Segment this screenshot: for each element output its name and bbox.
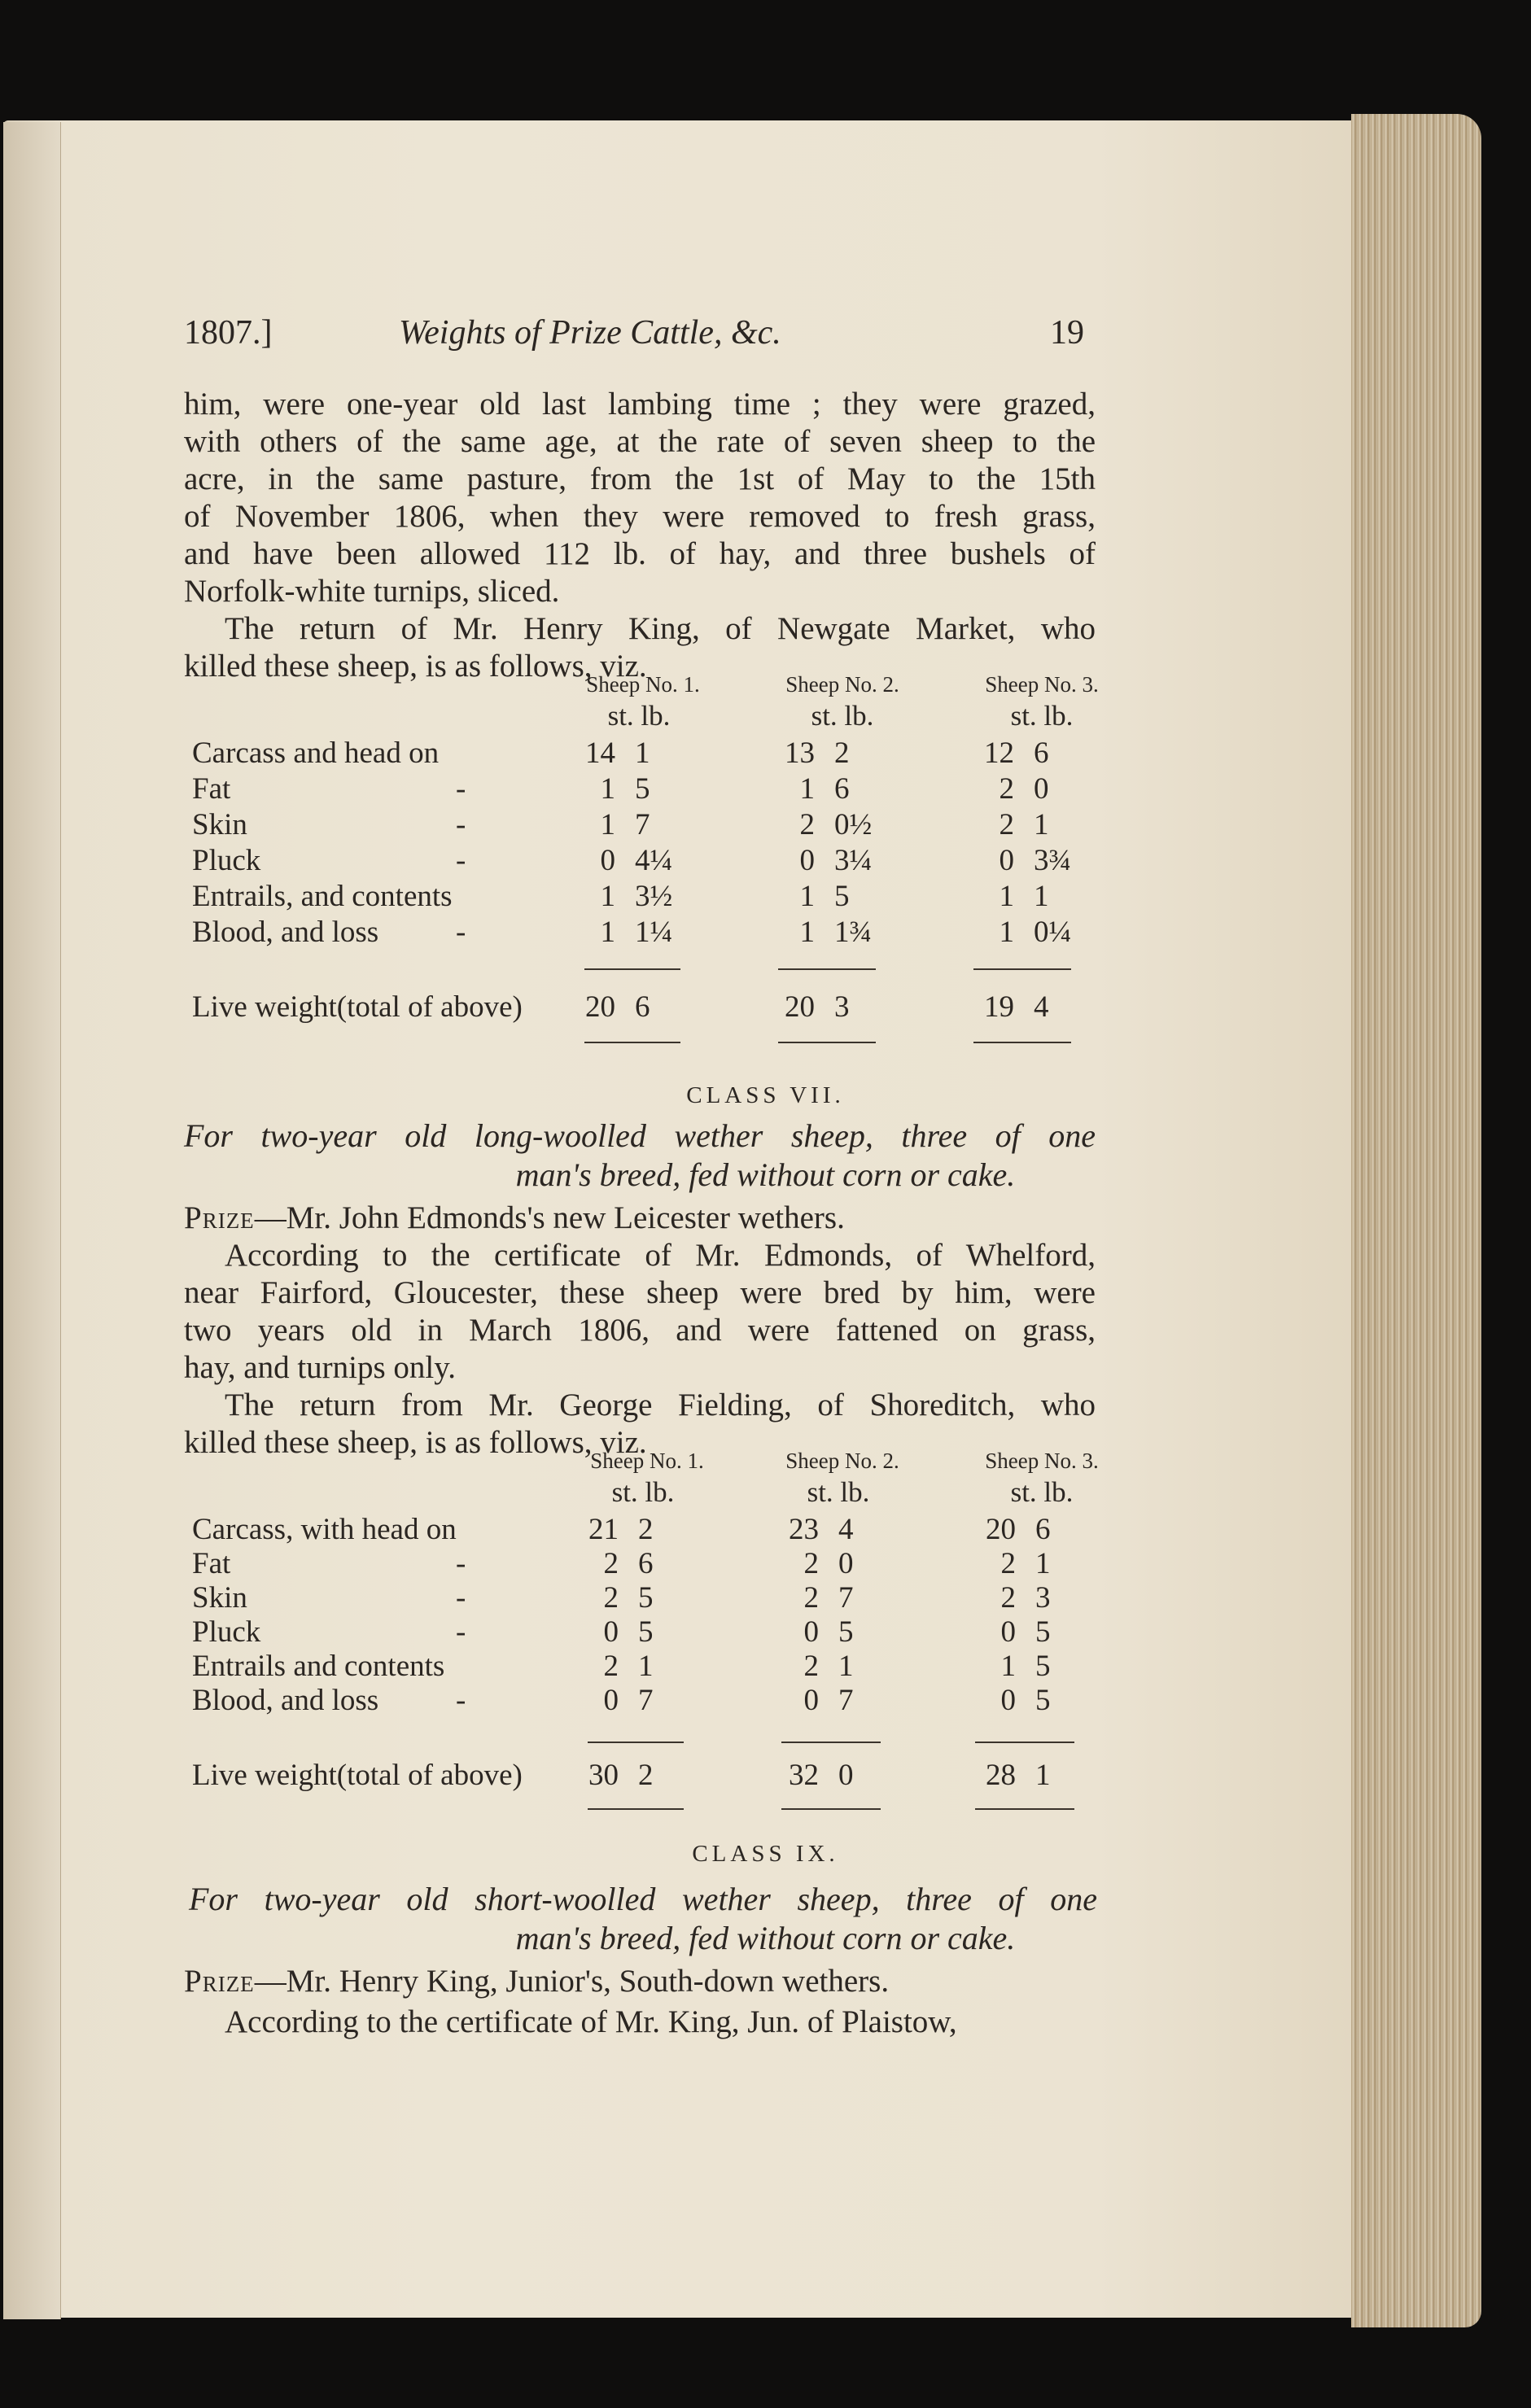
weight-cell [962, 1683, 1100, 1718]
running-title: Weights of Prize Cattle, &c. [399, 314, 781, 352]
weight-cell [960, 807, 1099, 842]
sum-rule [975, 1742, 1074, 1743]
total-label: Live weight(total of above) [192, 990, 523, 1024]
stone-value: 32 [789, 1759, 819, 1792]
weight-cell [962, 1580, 1100, 1615]
text-line: killed these sheep, is as follows, viz. [184, 649, 647, 684]
column-header: Sheep No. 3. [985, 672, 1099, 697]
text-line: with others of the same age, at the rate of seven sheep to the [184, 424, 1096, 459]
sum-rule [973, 968, 1071, 970]
pound-value: 5 [635, 772, 650, 806]
stone-value: 20 [785, 990, 815, 1024]
pound-value: 2 [834, 736, 850, 770]
weight-cell [562, 879, 700, 914]
weight-cell [960, 843, 1099, 878]
pound-value: 0½ [834, 808, 873, 841]
pound-value: 0 [838, 1759, 854, 1792]
pound-value: 1 [635, 736, 650, 770]
stone-value: 2 [803, 1650, 819, 1683]
stone-value: 19 [984, 990, 1014, 1024]
row-dash: - [456, 772, 466, 806]
page-edges [1351, 114, 1481, 2327]
column-header: Sheep No. 1. [590, 1449, 704, 1473]
stone-value: 2 [803, 1581, 819, 1615]
stone-value: 1 [1000, 1650, 1016, 1683]
weight-cell [565, 1683, 703, 1718]
weight-cell [761, 736, 899, 771]
stone-value: 2 [603, 1547, 619, 1580]
total-cell [562, 990, 700, 1025]
stone-value: 1 [999, 916, 1014, 949]
class-description: For two-year old long-woolled wether sheep, three of one [184, 1117, 1096, 1154]
text-line: of November 1806, when they were removed to fresh grass, [184, 499, 1096, 534]
row-label: Blood, and loss [192, 1684, 379, 1717]
stone-value: 1 [600, 808, 615, 841]
text-line: The return from Mr. George Fielding, of Shoreditch, who [225, 1388, 1096, 1423]
weight-cell [960, 879, 1099, 914]
pound-value: 4 [1034, 990, 1049, 1024]
stone-value: 30 [588, 1759, 619, 1792]
total-cell [960, 990, 1099, 1025]
total-label: Live weight(total of above) [192, 1759, 523, 1792]
weight-cell [761, 771, 899, 806]
stone-value: 1 [600, 880, 615, 913]
text-line: killed these sheep, is as follows, viz. [184, 1425, 647, 1460]
class-heading: CLASS IX. [692, 1841, 839, 1867]
row-label: Fat [192, 1547, 231, 1580]
row-label: Pluck [192, 844, 261, 877]
total-rule [973, 1042, 1071, 1043]
stone-value: 1 [799, 772, 815, 806]
row-dash: - [456, 1581, 466, 1615]
stone-value: 1 [799, 880, 815, 913]
sum-rule [781, 1742, 881, 1743]
pound-value: 1¾ [834, 916, 873, 949]
pound-value: 1 [1034, 880, 1049, 913]
prize-line [184, 1200, 845, 1236]
row-label: Carcass, with head on [192, 1513, 457, 1546]
pound-value: 6 [635, 990, 650, 1024]
weight-cell [765, 1649, 903, 1684]
unit-header: st. lb. [611, 1476, 675, 1508]
stone-value: 0 [799, 844, 815, 877]
stone-value: 2 [799, 808, 815, 841]
stone-value: 0 [603, 1615, 619, 1649]
row-dash: - [456, 1684, 466, 1717]
weight-cell [761, 843, 899, 878]
pound-value: 0 [1034, 772, 1049, 806]
text-line: and have been allowed 112 lb. of hay, and three bushels of [184, 536, 1096, 571]
weight-cell [765, 1546, 903, 1581]
pound-value: 3 [1035, 1581, 1051, 1615]
pound-value: 5 [638, 1581, 654, 1615]
text-line: him, were one-year old last lambing time ; they were grazed, [184, 387, 1096, 422]
stone-value: 2 [999, 772, 1014, 806]
pound-value: 1 [1035, 1759, 1051, 1792]
row-dash: - [456, 808, 466, 841]
weight-cell [765, 1683, 903, 1718]
row-dash: - [456, 844, 466, 877]
weight-cell [765, 1615, 903, 1650]
stone-value: 1 [600, 772, 615, 806]
page-number: 19 [1050, 314, 1084, 352]
pound-value: 5 [1035, 1650, 1051, 1683]
pound-value: 2 [638, 1513, 654, 1546]
pound-value: 1 [1035, 1547, 1051, 1580]
total-cell [761, 990, 899, 1025]
pound-value: 7 [635, 808, 650, 841]
class-description: man's breed, fed without corn or cake. [515, 1920, 1016, 1956]
text-line: near Fairford, Gloucester, these sheep were bred by him, were [184, 1275, 1096, 1310]
total-rule [975, 1808, 1074, 1810]
stone-value: 13 [785, 736, 815, 770]
stone-value: 21 [588, 1513, 619, 1546]
weight-cell [565, 1615, 703, 1650]
intro-paragraph [184, 386, 1096, 685]
stone-value: 0 [1000, 1615, 1016, 1649]
total-rule [781, 1808, 881, 1810]
pound-value: 6 [1034, 736, 1049, 770]
unit-header: st. lb. [807, 1476, 870, 1508]
prize-word: Prize [184, 1200, 255, 1235]
stone-value: 2 [1000, 1547, 1016, 1580]
weight-cell [962, 1512, 1100, 1547]
weight-cell [562, 807, 700, 842]
pound-value: 0 [838, 1547, 854, 1580]
unit-header: st. lb. [1010, 1476, 1074, 1508]
text-line: The return of Mr. Henry King, of Newgate Market, who [225, 611, 1096, 646]
text-line: According to the certificate of Mr. King, Jun. of Plaistow, [225, 2004, 957, 2039]
pound-value: 5 [1035, 1684, 1051, 1717]
page-gutter [3, 122, 61, 2319]
row-dash: - [456, 1615, 466, 1649]
text-line: According to the certificate of Mr. Edmonds, of Whelford, [225, 1238, 1096, 1273]
pound-value: 3¾ [1034, 844, 1072, 877]
weight-cell [562, 736, 700, 771]
pound-value: 5 [834, 880, 850, 913]
class-heading: CLASS VII. [686, 1082, 845, 1108]
header-year: 1807.] [184, 314, 273, 352]
weight-cell [761, 807, 899, 842]
stone-value: 2 [1000, 1581, 1016, 1615]
weight-cell [562, 915, 700, 950]
pound-value: 4 [838, 1513, 854, 1546]
weight-cell [562, 843, 700, 878]
weight-cell [960, 736, 1099, 771]
row-label: Skin [192, 808, 247, 841]
pound-value: 1 [638, 1650, 654, 1683]
row-label: Entrails and contents [192, 1650, 445, 1683]
stone-value: 2 [603, 1650, 619, 1683]
text-line: acre, in the same pasture, from the 1st of May to the 15th [184, 461, 1096, 496]
pound-value: 3½ [635, 880, 673, 913]
stone-value: 0 [803, 1684, 819, 1717]
stone-value: 0 [803, 1615, 819, 1649]
row-label: Blood, and loss [192, 916, 379, 949]
weight-cell [562, 771, 700, 806]
pound-value: 6 [638, 1547, 654, 1580]
pound-value: 4¼ [635, 844, 673, 877]
stone-value: 1 [999, 880, 1014, 913]
pound-value: 1 [838, 1650, 854, 1683]
unit-header: st. lb. [607, 700, 671, 732]
column-header: Sheep No. 1. [586, 672, 700, 697]
pound-value: 7 [838, 1581, 854, 1615]
text-line: hay, and turnips only. [184, 1350, 456, 1385]
class-description: For two-year old short-woolled wether sheep, three of one [189, 1881, 1097, 1917]
weight-cell [765, 1512, 903, 1547]
pound-value: 2 [638, 1759, 654, 1792]
row-label: Fat [192, 772, 231, 806]
pound-value: 7 [638, 1684, 654, 1717]
weight-cell [761, 879, 899, 914]
pound-value: 3 [834, 990, 850, 1024]
stone-value: 2 [603, 1581, 619, 1615]
stone-value: 23 [789, 1513, 819, 1546]
pound-value: 6 [834, 772, 850, 806]
pound-value: 7 [838, 1684, 854, 1717]
class-description: man's breed, fed without corn or cake. [515, 1156, 1016, 1193]
unit-header: st. lb. [811, 700, 874, 732]
row-label: Entrails, and contents [192, 880, 453, 913]
prize-text: —Mr. John Edmonds's new Leicester wethers. [254, 1200, 845, 1235]
stone-value: 0 [600, 844, 615, 877]
column-header: Sheep No. 2. [785, 1449, 899, 1473]
stone-value: 20 [585, 990, 615, 1024]
weight-cell [962, 1615, 1100, 1650]
pound-value: 0¼ [1034, 916, 1072, 949]
pound-value: 5 [1035, 1615, 1051, 1649]
column-header: Sheep No. 3. [985, 1449, 1099, 1473]
total-cell [765, 1758, 903, 1793]
row-label: Carcass and head on [192, 736, 440, 770]
weight-cell [565, 1649, 703, 1684]
stone-value: 28 [986, 1759, 1016, 1792]
pound-value: 5 [638, 1615, 654, 1649]
row-dash: - [456, 916, 466, 949]
stone-value: 20 [986, 1513, 1016, 1546]
text-line: two years old in March 1806, and were fattened on grass, [184, 1313, 1096, 1348]
stone-value: 1 [799, 916, 815, 949]
total-rule [778, 1042, 876, 1043]
row-label: Skin [192, 1581, 247, 1615]
prize-text: —Mr. Henry King, Junior's, South-down wethers. [254, 1964, 890, 1999]
weight-cell [761, 915, 899, 950]
total-cell [565, 1758, 703, 1793]
weight-cell [565, 1580, 703, 1615]
weight-cell [960, 915, 1099, 950]
stone-value: 2 [803, 1547, 819, 1580]
column-header: Sheep No. 2. [785, 672, 899, 697]
weight-cell [962, 1649, 1100, 1684]
row-label: Pluck [192, 1615, 261, 1649]
sum-rule [778, 968, 876, 970]
stone-value: 0 [1000, 1684, 1016, 1717]
sum-rule [584, 968, 680, 970]
pound-value: 3¼ [834, 844, 873, 877]
weight-cell [565, 1546, 703, 1581]
stone-value: 0 [603, 1684, 619, 1717]
total-cell [962, 1758, 1100, 1793]
stone-value: 1 [600, 916, 615, 949]
pound-value: 5 [838, 1615, 854, 1649]
weight-cell [960, 771, 1099, 806]
total-rule [584, 1042, 680, 1043]
text-line: Norfolk-white turnips, sliced. [184, 574, 560, 609]
row-dash: - [456, 1547, 466, 1580]
stone-value: 0 [999, 844, 1014, 877]
total-rule [588, 1808, 684, 1810]
weight-cell [962, 1546, 1100, 1581]
stone-value: 14 [585, 736, 615, 770]
class7-paragraph [184, 1237, 1096, 1462]
pound-value: 6 [1035, 1513, 1051, 1546]
weight-cell [565, 1512, 703, 1547]
stone-value: 12 [984, 736, 1014, 770]
weight-cell [765, 1580, 903, 1615]
prize-word: Prize [184, 1964, 255, 1999]
sum-rule [588, 1742, 684, 1743]
stone-value: 2 [999, 808, 1014, 841]
prize-line [184, 1963, 889, 1999]
pound-value: 1 [1034, 808, 1049, 841]
pound-value: 1¼ [635, 916, 673, 949]
unit-header: st. lb. [1010, 700, 1074, 732]
